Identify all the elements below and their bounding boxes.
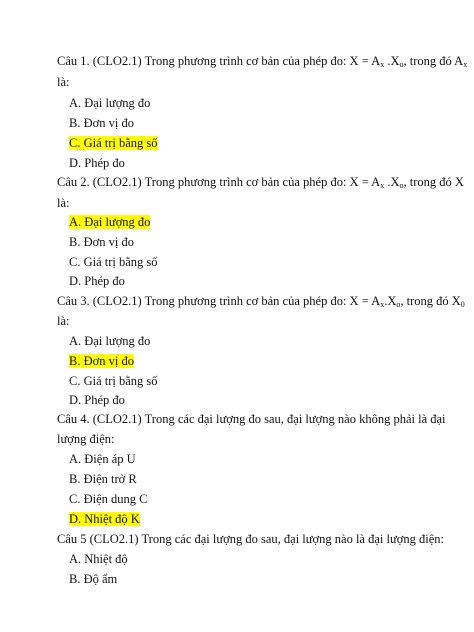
question-2-option-b: B. Đơn vị đo bbox=[69, 235, 134, 249]
question-5-option-b: B. Độ ẩm bbox=[69, 572, 118, 586]
question-2-option-c: C. Giá trị bằng số bbox=[69, 255, 158, 269]
question-3-option-d: D. Phép đo bbox=[69, 393, 125, 407]
question-4-option-c: C. Điện dung C bbox=[69, 492, 148, 506]
question-3-stem: Câu 3. (CLO2.1) Trong phương trình cơ bản của phép đo: $X = A_x.X_o$, trong đó $X_0$ bbox=[57, 294, 465, 309]
question-2-stem-cont: là: bbox=[57, 196, 70, 210]
question-1-option-b: B. Đơn vị đo bbox=[69, 116, 134, 130]
question-3-stem-cont: là: bbox=[57, 314, 70, 328]
question-1-option-c: C. Giá trị bằng số bbox=[69, 136, 158, 150]
question-1-option-d: D. Phép đo bbox=[69, 156, 125, 170]
question-5-option-a: A. Nhiệt độ bbox=[69, 552, 128, 566]
question-4-option-b: B. Điện trở R bbox=[69, 472, 137, 486]
question-4-stem: Câu 4. (CLO2.1) Trong các đại lượng đo sau, đại lượng nào không phải là đại bbox=[57, 412, 446, 426]
question-3-option-a: A. Đại lượng đo bbox=[69, 334, 151, 348]
question-1-stem-cont: là: bbox=[57, 75, 70, 89]
question-3-option-b: B. Đơn vị đo bbox=[69, 354, 134, 368]
question-4-option-d: D. Nhiệt độ K bbox=[69, 512, 140, 526]
question-4-option-a: A. Điện áp U bbox=[69, 452, 136, 466]
question-2-stem: Câu 2. (CLO2.1) Trong phương trình cơ bản của phép đo: $X = A_x$ $.X_o$, trong đó X bbox=[57, 175, 464, 190]
question-2-option-a: A. Đại lượng đo bbox=[69, 215, 151, 229]
question-4-stem-cont: lượng điện: bbox=[57, 432, 115, 446]
question-2-option-d: D. Phép đo bbox=[69, 274, 125, 288]
question-5-stem: Câu 5 (CLO2.1) Trong các đại lượng đo sau, đại lượng nào là đại lượng điện: bbox=[57, 532, 444, 546]
question-3-option-c: C. Giá trị bằng số bbox=[69, 374, 158, 388]
question-1-stem: Câu 1. (CLO2.1) Trong phương trình cơ bản của phép đo: $X = A_x$ $.X_o$, trong đó $A_x$ bbox=[57, 54, 468, 69]
question-1-option-a: A. Đại lượng đo bbox=[69, 96, 151, 110]
